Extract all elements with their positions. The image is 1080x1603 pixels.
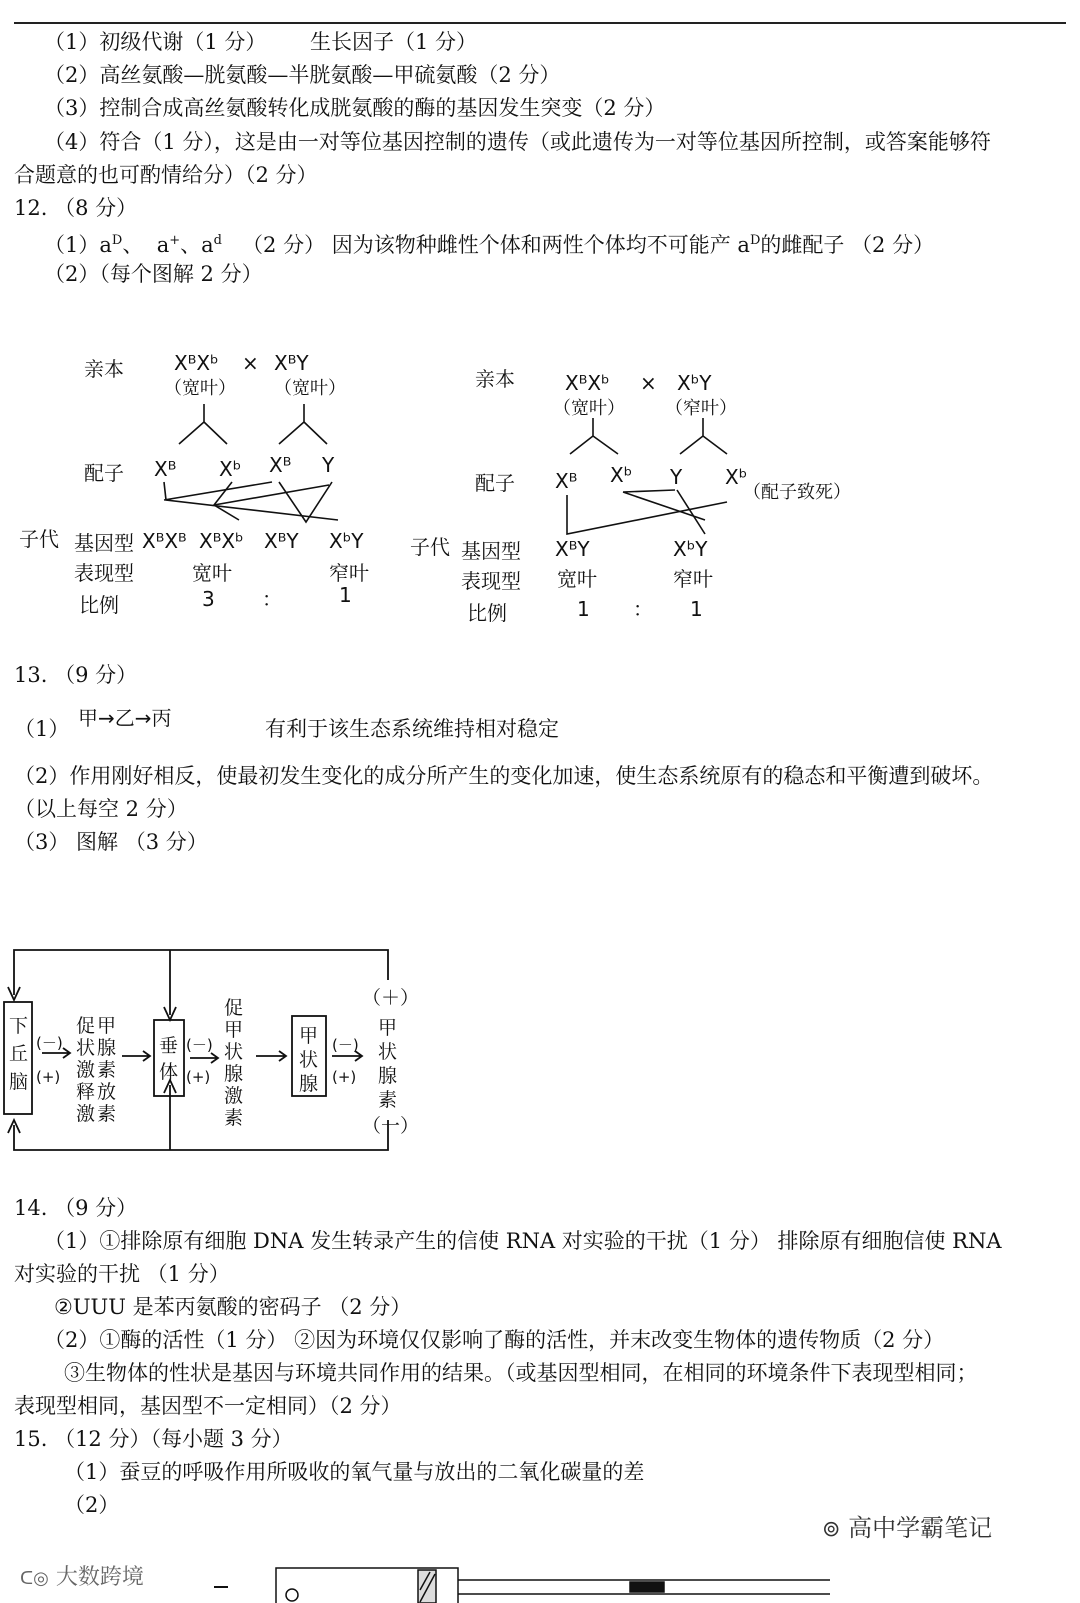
svg-text:放: 放	[97, 1081, 117, 1103]
svg-text:腺: 腺	[299, 1073, 319, 1095]
wechat-icon: ⊚	[822, 1517, 841, 1542]
genotype-label: 基因型	[74, 531, 134, 555]
phenotype-wide: 宽叶	[557, 567, 597, 591]
svg-text:促: 促	[76, 1015, 96, 1037]
female-phenotype: （宽叶）	[553, 398, 625, 419]
apparatus-mark	[214, 1586, 228, 1588]
offspring-label: 子代	[410, 535, 450, 559]
ratio-b: 1	[339, 583, 352, 607]
svg-text:素: 素	[224, 1107, 244, 1129]
ratio-a: 1	[577, 597, 590, 621]
female-genotype: XᴮXᵇ	[565, 371, 610, 395]
gamete-2: Xᵇ	[610, 463, 633, 487]
svg-text:甲: 甲	[299, 1025, 319, 1047]
parent-label: 亲本	[84, 357, 124, 381]
svg-text:腺: 腺	[378, 1065, 398, 1087]
gamete-1: Xᴮ	[555, 469, 578, 493]
phenotype-narrow: 窄叶	[329, 561, 369, 585]
svg-text:素: 素	[97, 1059, 117, 1081]
svg-text:(－): (－)	[186, 1036, 213, 1054]
q14-2a: （2）①酶的活性（1 分） ②因为环境仅仅影响了酶的活性，并末改变生物体的遗传物质（2 分）	[44, 1328, 945, 1352]
q14-1b: 对实验的干扰 （1 分）	[14, 1262, 230, 1286]
ratio-b: 1	[690, 597, 703, 621]
q11-1b: 生长因子（1 分）	[310, 30, 478, 54]
svg-text:状: 状	[224, 1041, 244, 1063]
svg-text:状: 状	[76, 1037, 96, 1059]
top-rule	[14, 22, 1066, 24]
gamete-3: Y	[670, 465, 683, 489]
male-phenotype: （窄叶）	[665, 398, 737, 419]
gamete-4: Y	[322, 453, 335, 477]
q11-4a: （4）符合（1 分），这是由一对等位基因控制的遗传（或此遗传为一对等位基因所控制，或答案能够符	[44, 130, 991, 154]
gamete-label: 配子	[475, 471, 515, 495]
q14-2b: ③生物体的性状是基因与环境共同作用的结果。（或基因型相同，在相同的环境条件下表现型相同；	[64, 1361, 978, 1385]
svg-text:素: 素	[378, 1089, 398, 1111]
q13-2b: （以上每空 2 分）	[14, 797, 188, 821]
svg-text:丘: 丘	[9, 1043, 29, 1065]
svg-text:(+): (+)	[332, 1068, 357, 1086]
phenotype-narrow: 窄叶	[673, 567, 713, 591]
q11-2: （2）高丝氨酸—胱氨酸—半胱氨酸—甲硫氨酸（2 分）	[44, 63, 561, 87]
offspring-genotype-2: XᵇY	[673, 537, 708, 561]
svg-text:甲: 甲	[97, 1015, 117, 1037]
q12-1: $(1)a^D$、 a+、$a^d$ （2 分） 因为该物种雌性个体和两性个体均不可能产 $a^D$的雌配子 （2 分）	[44, 233, 935, 257]
gamete-4: Xᵇ	[725, 465, 748, 489]
ratio-colon: ：	[633, 597, 653, 621]
q12-heading: 12. （8 分）	[14, 196, 138, 220]
svg-text:激: 激	[76, 1059, 96, 1081]
watermark-right: ⊚ 高中学霸笔记	[822, 1514, 993, 1542]
female-phenotype: （宽叶）	[164, 378, 236, 399]
q15-2: （2）	[64, 1493, 120, 1517]
svg-text:激: 激	[76, 1103, 96, 1125]
phenotype-label: 表现型	[74, 561, 134, 585]
q15-1: （1）蚕豆的呼吸作用所吸收的氧气量与放出的二氧化碳量的差	[64, 1460, 645, 1484]
svg-text:状: 状	[378, 1041, 398, 1063]
q11-4b: 合题意的也可酌情给分）（2 分）	[14, 163, 318, 187]
svg-text:(－): (－)	[332, 1036, 359, 1054]
q14-2c: 表现型相同，基因型不一定相同）（2 分）	[14, 1394, 402, 1418]
gamete-label: 配子	[84, 461, 124, 485]
diagram-labels	[9, 987, 419, 1137]
q15-heading: 15. （12 分）（每小题 3 分）	[14, 1427, 293, 1451]
cross-diagram-1	[14, 340, 434, 640]
gamete-2: Xᵇ	[219, 457, 242, 481]
pituitary-box	[154, 1020, 184, 1096]
phenotype-wide: 宽叶	[192, 561, 232, 585]
cross-diagram-2	[405, 350, 875, 640]
svg-text:促: 促	[224, 997, 244, 1019]
svg-text:腺: 腺	[97, 1037, 117, 1059]
svg-text:体: 体	[159, 1061, 179, 1083]
ratio-a: 3	[202, 587, 215, 611]
svg-text:脑: 脑	[9, 1071, 29, 1093]
svg-text:下: 下	[9, 1015, 29, 1037]
phenotype-label: 表现型	[461, 569, 521, 593]
offspring-genotype-1: XᴮXᴮ	[142, 529, 187, 553]
ratio-colon: ：	[262, 587, 282, 611]
offspring-genotype-4: XᵇY	[329, 529, 364, 553]
lethal-note: （配子致死）	[743, 482, 851, 503]
male-genotype: XᴮY	[274, 351, 309, 375]
svg-text:(+): (+)	[186, 1068, 211, 1086]
svg-text:腺: 腺	[224, 1063, 244, 1085]
q11-1a: （1）初级代谢（1 分）	[44, 30, 267, 54]
ratio-label: 比例	[79, 593, 119, 617]
svg-text:(－): (－)	[36, 1034, 63, 1052]
gamete-3: Xᴮ	[269, 453, 292, 477]
offspring-genotype-1: XᴮY	[555, 537, 590, 561]
food-chain: 甲→乙→丙	[78, 706, 172, 730]
q13-1-prefix: （1）	[14, 717, 70, 741]
svg-text:(+): (+)	[36, 1068, 61, 1086]
svg-text:状: 状	[299, 1049, 319, 1071]
q13-2: （2）作用刚好相反，使最初发生变化的成分所产生的变化加速，使生态系统原有的稳态和平衡遭到破坏。	[14, 764, 994, 788]
q14-1a: （1）①排除原有细胞 DNA 发生转录产生的信使 RNA 对实验的干扰（1 分） 排除原有细胞信使 RNA	[44, 1229, 1002, 1253]
svg-text:甲: 甲	[224, 1019, 244, 1041]
offspring-genotype-2: XᴮXᵇ	[199, 529, 244, 553]
svg-text:垂: 垂	[159, 1035, 179, 1057]
svg-text:（＋）: （＋）	[362, 987, 420, 1009]
svg-text:素: 素	[97, 1103, 117, 1125]
cross-sign: ×	[640, 371, 657, 395]
watermark-left: ᑕ◎ 大数跨境	[20, 1565, 144, 1590]
offspring-genotype-3: XᴮY	[264, 529, 299, 553]
q14-heading: 14. （9 分）	[14, 1196, 138, 1220]
cross2-lines	[567, 418, 727, 534]
male-genotype: XᵇY	[677, 371, 712, 395]
parent-label: 亲本	[475, 367, 515, 391]
q13-3: （3） 图解 （3 分）	[14, 830, 208, 854]
svg-text:激: 激	[224, 1085, 244, 1107]
apparatus-diagram-partial	[270, 1560, 830, 1603]
q14-1c: ②UUU 是苯丙氨酸的密码子 （2 分）	[54, 1295, 412, 1319]
q11-3: （3）控制合成高丝氨酸转化成胱氨酸的酶的基因发生突变（2 分）	[44, 96, 666, 120]
svg-text:释: 释	[76, 1081, 96, 1103]
q12-2: （2）（每个图解 2 分）	[44, 262, 263, 286]
cross-sign: ×	[242, 351, 259, 375]
q13-1-text: 有利于该生态系统维持相对稳定	[265, 717, 559, 741]
offspring-label: 子代	[19, 527, 59, 551]
hormone-feedback-diagram	[0, 940, 440, 1160]
genotype-label: 基因型	[461, 539, 521, 563]
male-phenotype: （宽叶）	[274, 378, 346, 399]
svg-text:（一）: （一）	[362, 1115, 420, 1137]
ratio-label: 比例	[467, 601, 507, 625]
svg-text:甲: 甲	[378, 1017, 398, 1039]
q13-heading: 13. （9 分）	[14, 663, 138, 687]
gamete-1: Xᴮ	[154, 457, 177, 481]
chat-bubble-icon: ᑕ◎	[20, 1568, 49, 1589]
female-genotype: XᴮXᵇ	[174, 351, 219, 375]
cross1-lines	[164, 404, 338, 522]
